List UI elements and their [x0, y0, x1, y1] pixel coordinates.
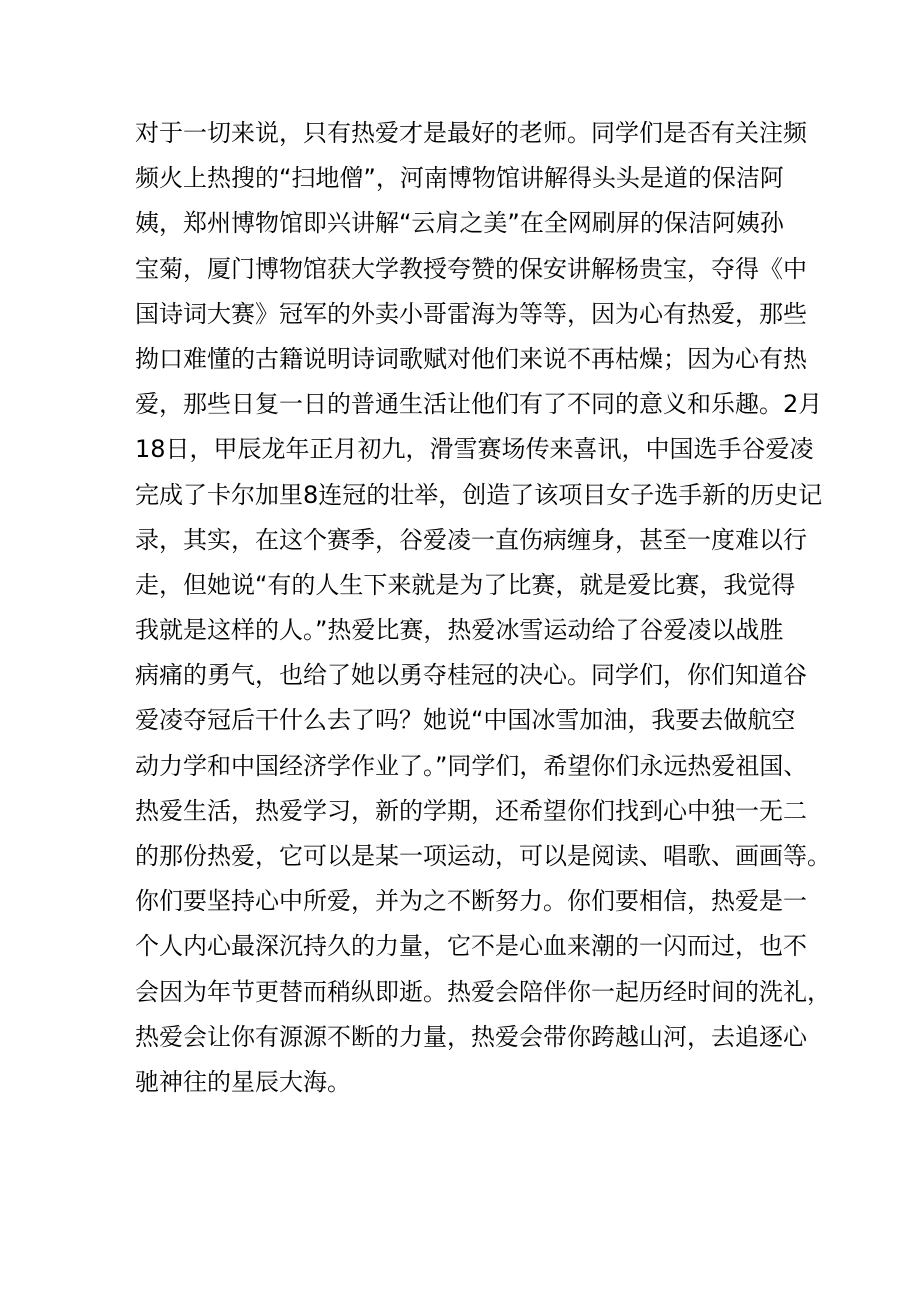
paragraph-line: 爱凌夺冠后干什么去了吗？她说“中国冰雪加油，我要去做航空 — [135, 706, 796, 735]
paragraph-line: 国诗词大赛》冠军的外卖小哥雷海为等等，因为心有热爱，那些 — [135, 299, 807, 328]
paragraph-line: 会因为年节更替而稍纵即逝。热爱会陪伴你一起历经时间的洗礼， — [135, 977, 831, 1006]
paragraph-line: 完成了卡尔加里8连冠的壮举，创造了该项目女子选手新的历史记 — [135, 480, 823, 509]
body-paragraph — [135, 111, 831, 1105]
paragraph-line: 驰神往的星辰大海。 — [135, 1067, 351, 1096]
paragraph-line: 姨，郑州博物馆即兴讲解“云肩之美”在全网刷屏的保洁阿姨孙 — [135, 209, 784, 238]
paragraph-line: 录，其实，在这个赛季，谷爱凌一直伤病缠身，甚至一度难以行 — [135, 525, 807, 554]
paragraph-line: 频火上热搜的“扫地僧”，河南博物馆讲解得头头是道的保洁阿 — [135, 164, 784, 193]
paragraph-line: 走，但她说“有的人生下来就是为了比赛，就是爱比赛，我觉得 — [135, 570, 796, 599]
paragraph-line: 18日，甲辰龙年正月初九，滑雪赛场传来喜讯，中国选手谷爱凌 — [135, 435, 814, 464]
paragraph-line: 热爱生活，热爱学习，新的学期，还希望你们找到心中独一无二 — [135, 796, 807, 825]
paragraph-line: 爱，那些日复一日的普通生活让他们有了不同的意义和乐趣。2月 — [135, 390, 823, 419]
paragraph-line: 你们要坚持心中所爱，并为之不断努力。你们要相信，热爱是一 — [135, 887, 807, 916]
paragraph-line: 宝菊，厦门博物馆获大学教授夸赞的保安讲解杨贵宝，夺得《中 — [135, 254, 807, 283]
paragraph-line: 个人内心最深沉持久的力量，它不是心血来潮的一闪而过，也不 — [135, 932, 807, 961]
paragraph-line: 拗口难懂的古籍说明诗词歌赋对他们来说不再枯燥；因为心有热 — [135, 344, 807, 373]
paragraph-line: 的那份热爱，它可以是某一项运动，可以是阅读、唱歌、画画等。 — [135, 842, 831, 870]
paragraph-line: 对于一切来说，只有热爱才是最好的老师。同学们是否有关注频 — [135, 119, 807, 147]
paragraph-line: 我就是这样的人。”热爱比赛，热爱冰雪运动给了谷爱凌以战胜 — [135, 616, 784, 645]
paragraph-line: 动力学和中国经济学作业了。”同学们，希望你们永远热爱祖国、 — [135, 751, 808, 780]
paragraph-line: 病痛的勇气，也给了她以勇夺桂冠的决心。同学们，你们知道谷 — [135, 661, 807, 690]
paragraph-line: 热爱会让你有源源不断的力量，热爱会带你跨越山河，去追逐心 — [135, 1022, 807, 1051]
